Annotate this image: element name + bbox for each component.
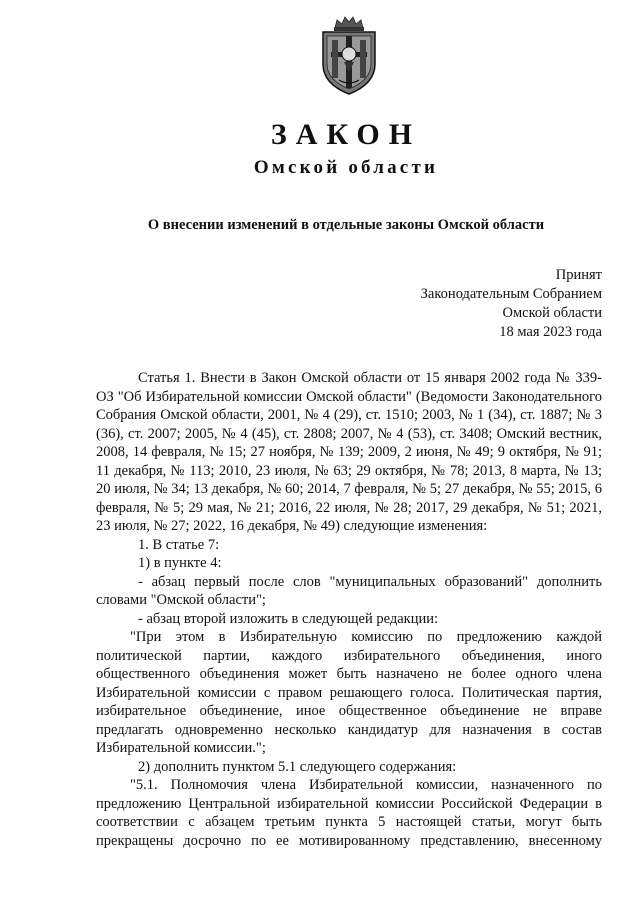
list-item: 2) дополнить пунктом 5.1 следующего содержания: bbox=[138, 758, 457, 775]
adoption-block bbox=[421, 266, 602, 342]
omsk-region-coat-of-arms-icon bbox=[317, 14, 381, 96]
adoption-date: 18 мая 2023 года bbox=[499, 324, 602, 340]
adoption-line: Законодательным Собранием bbox=[420, 286, 602, 302]
paragraph: - абзац второй изложить в следующей редакции: bbox=[138, 610, 439, 627]
article-1-intro: Статья 1. Внести в Закон Омской области от 15 января 2002 года № 339-ОЗ "Об Избирательной комиссии Омской области" (Ведомости Законодательного Собрания Омской области, 2001, № 4 (29), ст. 1510; 2003, № 1 (34), ст. 1887; № 3 (36), ст. 2007; 2005, № 4 (45), ст. 2808; 2007, № 4 (53), ст. 3408; Омский вестник, 2008, 14 февраля, № 15; 27 ноября, № 139; 2009, 2 июня, № 49; 9 октября, № 91; 11 декабря, № 113; 2010, 23 июля, № 63; 29 октября, № 78; 2013, 8 марта, № 13; 20 июля, № 34; 13 декабря, № 60; 2014, 7 февраля, № 5; 27 декабря, № 55; 2015, 6 февраля, № 5; 29 мая, № 21; 2016, 22 июля, № 28; 2017, 29 декабря, № 51; 2021, 23 июля, № 27; 2022, 16 декабря, № 49) следующие изменения: bbox=[96, 370, 602, 534]
adoption-line: Омской области bbox=[502, 305, 602, 321]
paragraph: - абзац первый после слов "муниципальных образований" дополнить словами "Омской области"; bbox=[96, 573, 602, 608]
adoption-line: Принят bbox=[555, 267, 602, 283]
quoted-paragraph: "При этом в Избирательную комиссию по предложению каждой политической партии, каждого избирательного объединения, иного общественного объединения может быть назначено не более одного члена Избирательной комиссии с правом решающего голоса. Политическая партия, избирательное объединение, иное общественное объединение не вправе предлагать одновременно несколько кандидатур для назначения в состав Избирательной комиссии."; bbox=[96, 629, 602, 756]
document-body bbox=[96, 369, 602, 850]
list-item: 1. В статье 7: bbox=[138, 536, 220, 553]
document-title: ЗАКОН bbox=[270, 118, 422, 151]
quoted-paragraph: "5.1. Полномочия члена Избирательной комиссии, назначенного по предложению Центральной избирательной комиссии Российской Федерации в соответствии с абзацем третьим пункта 5 настоящей статьи, могут быть прекращены досрочно по ее мотивированному представлению, внесенному bbox=[96, 777, 602, 849]
document-region: Омской области bbox=[253, 157, 439, 178]
document-subject: О внесении изменений в отдельные законы Омской области bbox=[147, 217, 545, 233]
list-item: 1) в пункте 4: bbox=[138, 555, 222, 571]
